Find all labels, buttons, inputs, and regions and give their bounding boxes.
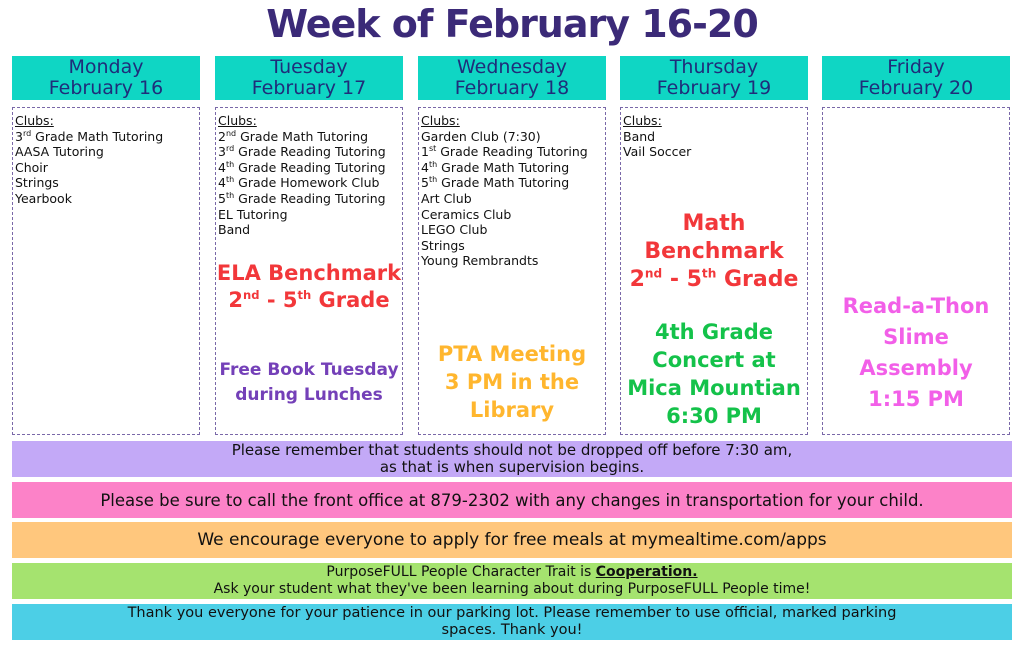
parking-notice: Thank you everyone for your patience in our parking lot. Please remember to use official, marked parking spaces. Thank you! bbox=[12, 604, 1012, 640]
math-benchmark-event: Math Benchmark 2nd - 5th Grade bbox=[629, 211, 799, 292]
club-item: Young Rembrandts bbox=[421, 253, 539, 269]
club-item: AASA Tutoring bbox=[15, 144, 104, 160]
day-header-thursday bbox=[620, 56, 808, 100]
clubs-heading: Clubs: bbox=[15, 113, 54, 128]
concert-event: 4th Grade Concert at Mica Mountian 6:30 PM bbox=[627, 320, 801, 428]
club-item: 4th Grade Reading Tutoring bbox=[218, 159, 386, 175]
date-label: February 19 bbox=[656, 77, 772, 99]
club-item: Choir bbox=[15, 159, 48, 175]
date-label: February 20 bbox=[858, 77, 974, 99]
club-item: Vail Soccer bbox=[623, 144, 692, 160]
day-header-friday bbox=[822, 56, 1010, 100]
weekday-label: Friday bbox=[887, 56, 945, 78]
read-a-thon-event: Read-a-Thon Slime Assembly 1:15 PM bbox=[842, 294, 990, 411]
free-meals-notice: We encourage everyone to apply for free meals at mymealtime.com/apps bbox=[12, 522, 1012, 558]
club-item: Band bbox=[218, 222, 251, 238]
trait-name: Cooperation. bbox=[595, 564, 698, 580]
free-book-event: Free Book Tuesday during Lunches bbox=[219, 360, 399, 405]
day-header-wednesday bbox=[418, 56, 606, 100]
club-item: Garden Club (7:30) bbox=[421, 128, 541, 144]
ela-benchmark-event: ELA Benchmark 2nd - 5th Grade bbox=[216, 261, 402, 312]
page-title: Week of February 16-20 bbox=[266, 2, 758, 46]
clubs-list bbox=[621, 108, 807, 160]
day-header-monday bbox=[12, 56, 200, 100]
date-label: February 16 bbox=[48, 77, 164, 99]
day-box-tuesday bbox=[215, 107, 403, 435]
club-item: Art Club bbox=[421, 190, 472, 206]
dropoff-notice: Please remember that students should not be dropped off before 7:30 am, as that is when supervision begins. bbox=[12, 441, 1012, 477]
pta-meeting-event: PTA Meeting 3 PM in the Library bbox=[437, 342, 587, 422]
club-item: 5th Grade Reading Tutoring bbox=[218, 190, 386, 206]
clubs-heading: Clubs: bbox=[218, 113, 257, 128]
clubs-list bbox=[419, 108, 605, 269]
club-item: Strings bbox=[15, 175, 59, 191]
club-item: LEGO Club bbox=[421, 222, 488, 238]
club-item: 5th Grade Math Tutoring bbox=[421, 175, 570, 191]
weekday-label: Thursday bbox=[669, 56, 759, 78]
day-box-wednesday bbox=[418, 107, 606, 435]
clubs-heading: Clubs: bbox=[421, 113, 460, 128]
club-item: Yearbook bbox=[15, 190, 72, 206]
day-box-thursday bbox=[620, 107, 808, 435]
club-item: 4th Grade Homework Club bbox=[218, 175, 380, 191]
clubs-heading: Clubs: bbox=[623, 113, 662, 128]
date-label: February 17 bbox=[251, 77, 367, 99]
club-item: 3rd Grade Reading Tutoring bbox=[218, 144, 386, 160]
weekday-label: Monday bbox=[68, 56, 144, 78]
day-box-monday bbox=[12, 107, 200, 435]
day-box-friday bbox=[822, 107, 1010, 435]
transportation-notice: Please be sure to call the front office at 879-2302 with any changes in transportation for your child. bbox=[12, 482, 1012, 518]
club-item: 2nd Grade Math Tutoring bbox=[218, 128, 369, 144]
club-item: Ceramics Club bbox=[421, 206, 512, 222]
weekday-label: Tuesday bbox=[270, 56, 348, 78]
club-item: 3rd Grade Math Tutoring bbox=[15, 128, 164, 144]
character-trait-notice: PurposeFULL People Character Trait is Cooperation. Ask your student what they've been learning about during PurposeFULL People time! bbox=[12, 563, 1012, 599]
day-header-tuesday bbox=[215, 56, 403, 100]
club-item: Strings bbox=[421, 237, 465, 253]
club-item: EL Tutoring bbox=[218, 206, 288, 222]
weekday-label: Wednesday bbox=[456, 56, 567, 78]
club-item: Band bbox=[623, 128, 656, 144]
clubs-list bbox=[216, 108, 402, 238]
clubs-list bbox=[13, 108, 199, 207]
date-label: February 18 bbox=[454, 77, 570, 99]
club-item: 1st Grade Reading Tutoring bbox=[421, 144, 588, 160]
club-item: 4th Grade Math Tutoring bbox=[421, 159, 570, 175]
